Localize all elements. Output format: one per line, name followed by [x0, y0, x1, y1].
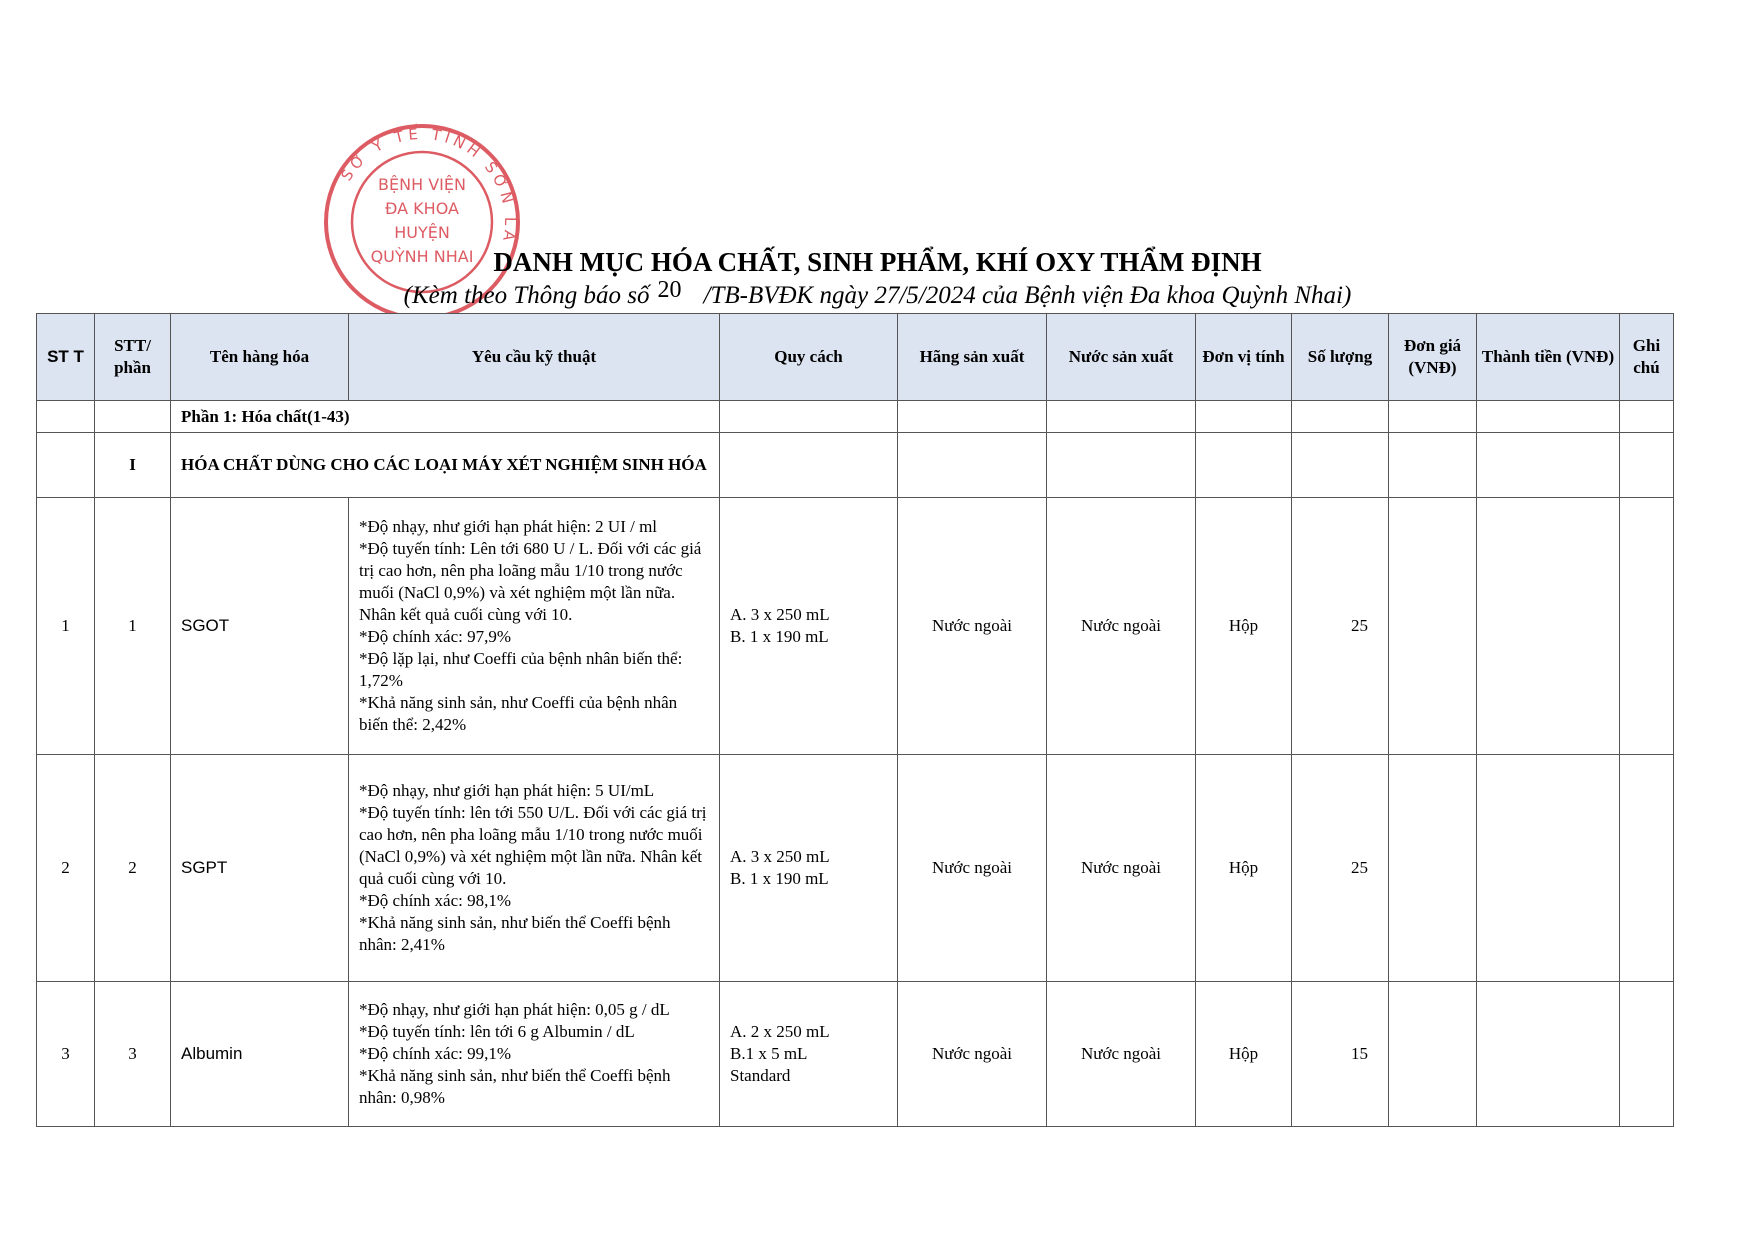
table-row [37, 982, 1674, 1127]
row-stt-phan: 1 [95, 498, 171, 755]
row-quantity: 15 [1292, 982, 1389, 1127]
col-header-unit: Đơn vị tính [1196, 314, 1292, 401]
row-stt: 3 [37, 982, 95, 1127]
row-manufacturer: Nước ngoài [898, 498, 1047, 755]
row-stt-phan: 2 [95, 755, 171, 982]
subtitle-after: /TB-BVĐK ngày 27/5/2024 của Bệnh viện Đa khoa Quỳnh Nhai) [703, 282, 1352, 309]
packaging-line: A. 3 x 250 mL [730, 847, 830, 866]
row-name: SGOT [171, 498, 349, 755]
col-header-quantity: Số lượng [1292, 314, 1389, 401]
requirement-line: *Độ nhạy, như giới hạn phát hiện: 5 UI/mL [359, 781, 655, 800]
row-packaging [720, 982, 898, 1127]
row-unit-price [1389, 982, 1477, 1127]
row-manufacturer: Nước ngoài [898, 755, 1047, 982]
goods-table [36, 313, 1674, 1127]
requirement-line: *Khả năng sinh sản, như biến thể Coeffi bệnh nhân: 0,98% [359, 1066, 671, 1107]
table-header-row [37, 314, 1674, 401]
group-label: HÓA CHẤT DÙNG CHO CÁC LOẠI MÁY XÉT NGHIỆM SINH HÓA [171, 433, 720, 498]
seal-line-4: QUỲNH NHAI [370, 247, 474, 266]
col-header-requirements: Yêu cầu kỹ thuật [349, 314, 720, 401]
row-note [1620, 755, 1674, 982]
seal-line-3: HUYỆN [394, 223, 450, 242]
requirement-line: *Độ chính xác: 98,1% [359, 891, 512, 910]
col-header-total: Thành tiền (VNĐ) [1477, 314, 1620, 401]
row-unit-price [1389, 755, 1477, 982]
packaging-line: A. 2 x 250 mL [730, 1022, 830, 1041]
row-country: Nước ngoài [1047, 755, 1196, 982]
section-label: Phần 1: Hóa chất(1-43) [171, 401, 720, 433]
requirement-line: *Độ chính xác: 99,1% [359, 1044, 512, 1063]
requirement-line: *Độ nhạy, như giới hạn phát hiện: 0,05 g / dL [359, 1000, 670, 1019]
col-header-manufacturer: Hãng sản xuất [898, 314, 1047, 401]
col-header-stt: ST T [37, 314, 95, 401]
requirement-line: *Độ nhạy, như giới hạn phát hiện: 2 UI / ml [359, 517, 658, 536]
requirement-line: *Độ tuyến tính: lên tới 550 U/L. Đối với các giá trị cao hơn, nên pha loãng mẫu 1/10 trong nước muối (NaCl 0,9%) và xét nghiệm một lần nữa. Nhân kết quả cuối cùng với 10. [359, 803, 707, 888]
row-stt: 2 [37, 755, 95, 982]
section-row [37, 401, 1674, 433]
row-manufacturer: Nước ngoài [898, 982, 1047, 1127]
group-row [37, 433, 1674, 498]
notice-number: 20 [657, 277, 682, 303]
requirement-line: *Độ chính xác: 97,9% [359, 627, 512, 646]
requirement-line: *Khả năng sinh sản, như Coeffi của bệnh nhân biến thể: 2,42% [359, 693, 678, 734]
table-row [37, 498, 1674, 755]
requirement-line: *Độ tuyến tính: lên tới 6 g Albumin / dL [359, 1022, 635, 1041]
col-header-packaging: Quy cách [720, 314, 898, 401]
row-note [1620, 498, 1674, 755]
col-header-note: Ghi chú [1620, 314, 1674, 401]
packaging-line: B. 1 x 190 mL [730, 869, 829, 888]
row-unit-price [1389, 498, 1477, 755]
row-quantity: 25 [1292, 498, 1389, 755]
row-packaging [720, 498, 898, 755]
seal-ring-text: SỞ Y TẾ TỈNH SƠN LA [337, 124, 520, 247]
row-stt: 1 [37, 498, 95, 755]
row-requirements [349, 498, 720, 755]
packaging-line: B. 1 x 190 mL [730, 627, 829, 646]
requirement-line: *Độ lặp lại, như Coeffi của bệnh nhân biến thể: 1,72% [359, 649, 683, 690]
row-name: Albumin [171, 982, 349, 1127]
row-requirements [349, 982, 720, 1127]
packaging-line: Standard [730, 1066, 791, 1085]
row-note [1620, 982, 1674, 1127]
document-title: DANH MỤC HÓA CHẤT, SINH PHẨM, KHÍ OXY THẨM ĐỊNH [493, 247, 1262, 277]
col-header-stt-phan: STT/ phần [95, 314, 171, 401]
row-unit: Hộp [1196, 982, 1292, 1127]
subtitle-before: (Kèm theo Thông báo số [403, 282, 650, 309]
row-country: Nước ngoài [1047, 498, 1196, 755]
row-quantity: 25 [1292, 755, 1389, 982]
packaging-line: A. 3 x 250 mL [730, 605, 830, 624]
document-subtitle [0, 277, 1755, 312]
seal-line-1: BỆNH VIỆN [378, 175, 466, 194]
row-unit: Hộp [1196, 755, 1292, 982]
row-requirements [349, 755, 720, 982]
requirement-line: *Khả năng sinh sản, như biến thể Coeffi bệnh nhân: 2,41% [359, 913, 671, 954]
packaging-line: B.1 x 5 mL [730, 1044, 808, 1063]
row-total [1477, 755, 1620, 982]
col-header-unit-price: Đơn giá (VNĐ) [1389, 314, 1477, 401]
row-unit: Hộp [1196, 498, 1292, 755]
requirement-line: *Độ tuyến tính: Lên tới 680 U / L. Đối với các giá trị cao hơn, nên pha loãng mẫu 1/10 trong nước muối (NaCl 0,9%) và xét nghiệm một lần nữa. Nhân kết quả cuối cùng với 10. [359, 539, 702, 624]
row-total [1477, 498, 1620, 755]
row-total [1477, 982, 1620, 1127]
col-header-country: Nước sản xuất [1047, 314, 1196, 401]
col-header-name: Tên hàng hóa [171, 314, 349, 401]
row-packaging [720, 755, 898, 982]
group-roman: I [95, 433, 171, 498]
row-country: Nước ngoài [1047, 982, 1196, 1127]
table-row [37, 755, 1674, 982]
row-name: SGPT [171, 755, 349, 982]
row-stt-phan: 3 [95, 982, 171, 1127]
seal-line-2: ĐA KHOA [385, 199, 459, 218]
